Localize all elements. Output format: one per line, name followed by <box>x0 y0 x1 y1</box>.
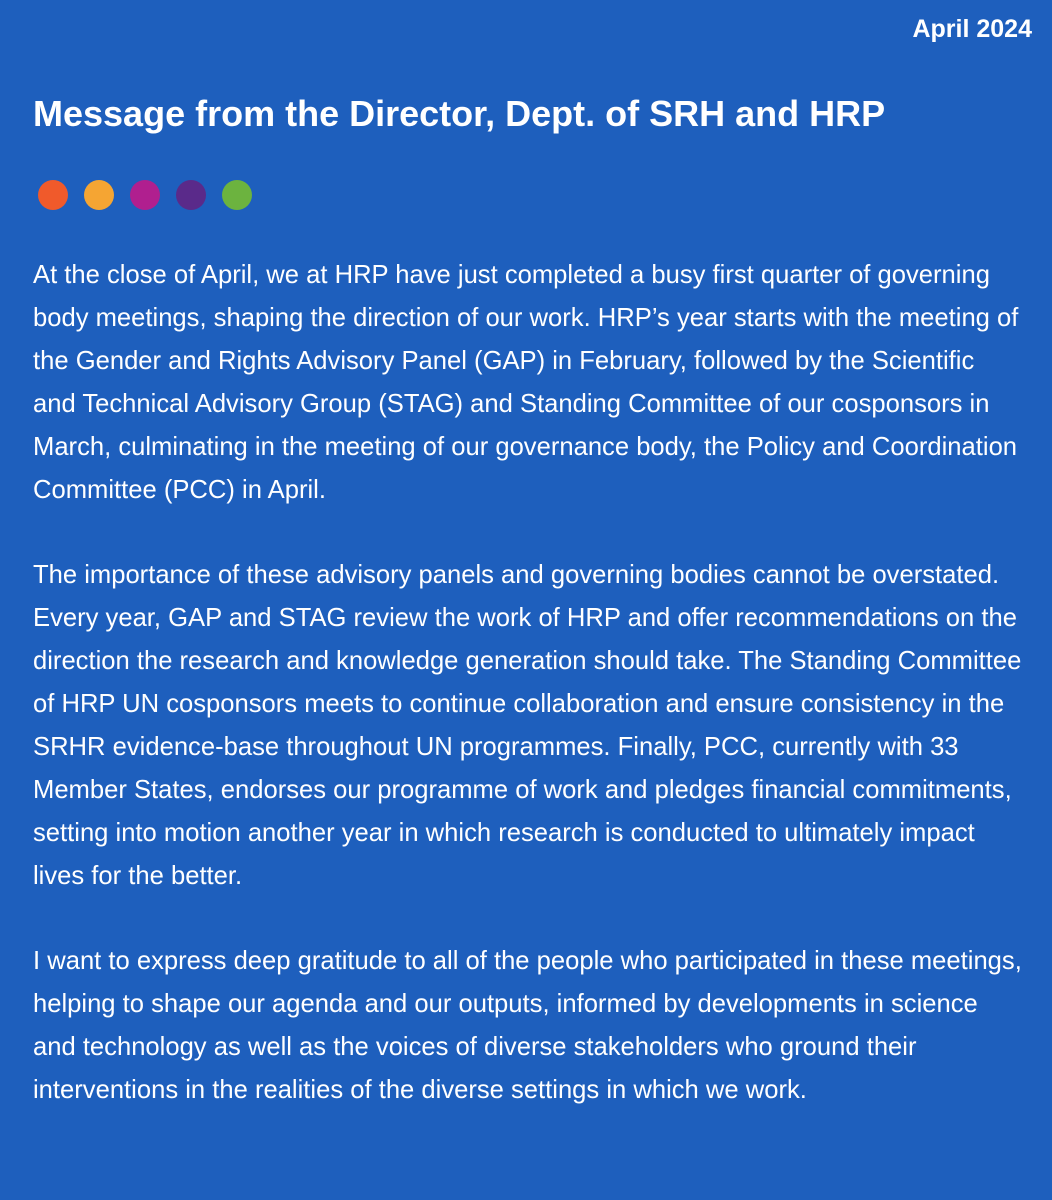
green-dot <box>222 180 252 210</box>
page-title: Message from the Director, Dept. of SRH and HRP <box>33 93 886 134</box>
decorative-dots <box>38 180 252 210</box>
date-label: April 2024 <box>912 15 1032 43</box>
message-body <box>33 254 1023 1154</box>
paragraph-2: The importance of these advisory panels and governing bodies cannot be overstated. Every year, GAP and STAG review the work of HRP and offer recommendations on the direction the research and knowledge generation should take. The Standing Committee of HRP UN cosponsors meets to continue collaboration and ensure consistency in the SRHR evidence-base throughout UN programmes. Finally, PCC, currently with 33 Member States, endorses our programme of work and pledges financial commitments, setting into motion another year in which research is conducted to ultimately impact lives for the better. <box>33 561 1022 890</box>
orange-dot <box>38 180 68 210</box>
magenta-dot <box>130 180 160 210</box>
paragraph-1: At the close of April, we at HRP have just completed a busy first quarter of governing body meetings, shaping the direction of our work. HRP’s year starts with the meeting of the Gender and Rights Advisory Panel (GAP) in February, followed by the Scientific and Technical Advisory Group (STAG) and Standing Committee of our cosponsors in March, culminating in the meeting of our governance body, the Policy and Coordination Committee (PCC) in April. <box>33 261 1019 504</box>
purple-dot <box>176 180 206 210</box>
amber-dot <box>84 180 114 210</box>
paragraph-3: I want to express deep gratitude to all of the people who participated in these meetings, helping to shape our agenda and our outputs, informed by developments in science and technology as well as the voices of diverse stakeholders who ground their interventions in the realities of the diverse settings in which we work. <box>33 947 1022 1104</box>
